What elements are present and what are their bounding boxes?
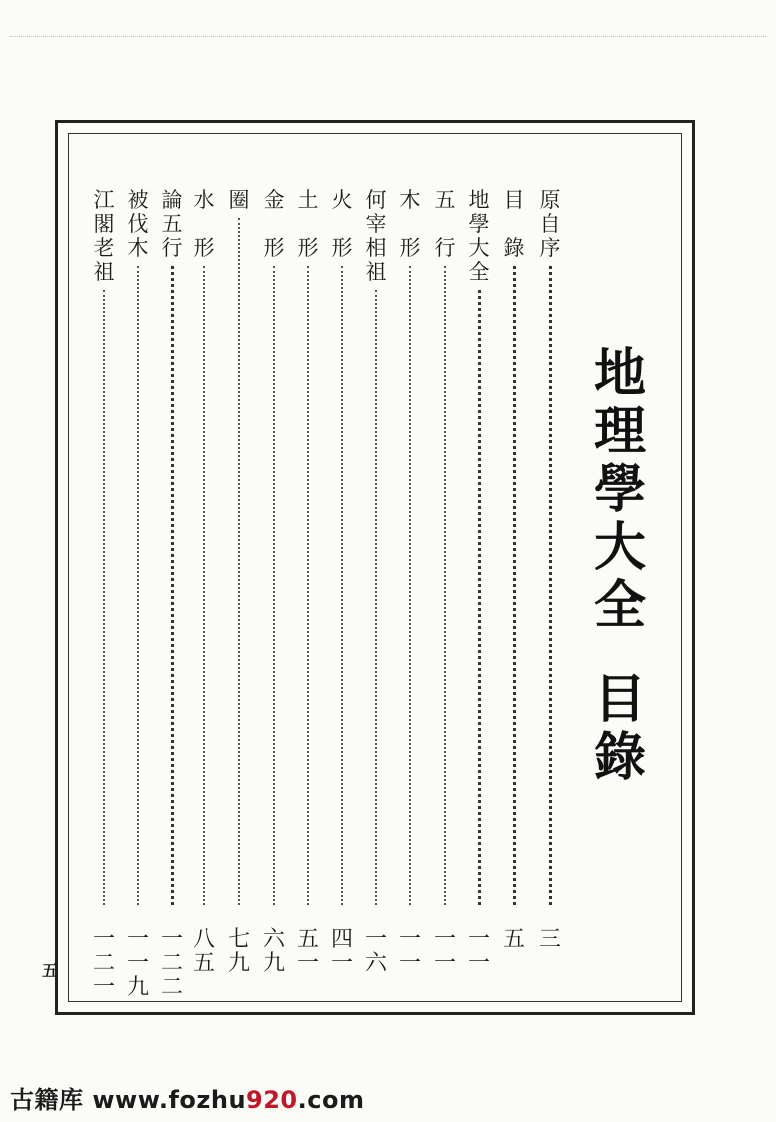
toc-entry-title: 原 自 序 [539, 188, 561, 260]
toc-leader-dots [103, 290, 105, 905]
toc-leader-dots [203, 266, 205, 905]
toc-page-number: 一 六 [364, 927, 387, 976]
title-char: 地 [593, 343, 646, 404]
toc-page-number: 一 一 [398, 927, 421, 976]
section-char: 錄 [593, 727, 646, 788]
watermark-accent: 920 [246, 1086, 298, 1114]
title-char: 學 [593, 459, 646, 520]
toc-entry-title: 圈 [228, 188, 250, 212]
toc-leader-dots [137, 266, 139, 905]
toc-leader-dots [238, 218, 240, 905]
toc-entry-title: 被 伐 木 [127, 188, 149, 260]
toc-page-number: 一 一 [433, 927, 456, 976]
folio-number: 五 [42, 961, 59, 980]
toc-page-number: 一 二 一 [92, 927, 115, 1000]
watermark-mid: fozhu [168, 1086, 247, 1114]
toc-leader-dots [444, 266, 446, 905]
section-char: 目 [593, 669, 646, 730]
toc-leader-dots [478, 290, 481, 905]
toc-entry-title: 論 五 行 [161, 188, 183, 260]
book-title [590, 345, 650, 787]
toc-page-number: 三 [538, 927, 561, 952]
title-char: 全 [593, 575, 646, 636]
toc-entry-title: 江 閣 老 祖 [93, 188, 115, 284]
watermark-suffix: .com [297, 1086, 365, 1114]
toc-page-number: 五 [502, 927, 525, 952]
title-char: 理 [593, 401, 646, 462]
watermark [10, 1080, 364, 1115]
toc-leader-dots [549, 266, 552, 905]
toc-page-number: 八 五 [192, 927, 215, 976]
toc-entry-title: 水 形 [193, 188, 215, 260]
toc-leader-dots [341, 266, 343, 905]
watermark-prefix: 古籍库 www. [10, 1086, 169, 1114]
scan-edge-line [10, 36, 766, 37]
toc-entry-title: 木 形 [399, 188, 421, 260]
title-char: 大 [593, 517, 646, 578]
toc-page-number: 一 一 [467, 927, 490, 976]
toc-leader-dots [307, 266, 309, 905]
toc-entry-title: 金 形 [263, 188, 285, 260]
toc-entry-title: 火 形 [331, 188, 353, 260]
toc-leader-dots [375, 290, 377, 905]
toc-page-number: 五 一 [296, 927, 319, 976]
toc-entry-title: 目 錄 [503, 188, 525, 260]
toc-page-number: 七 九 [227, 927, 250, 976]
toc-page-number: 一 一 九 [126, 927, 149, 1000]
toc-leader-dots [513, 266, 516, 905]
toc-leader-dots [171, 266, 174, 905]
toc-page-number: 四 一 [330, 927, 353, 976]
toc-entry-title: 土 形 [297, 188, 319, 260]
toc-leader-dots [409, 266, 411, 905]
toc-leader-dots [273, 266, 275, 905]
toc-page-number: 六 九 [262, 927, 285, 976]
toc-entry-title: 地 學 大 全 [468, 188, 490, 284]
toc-entry-title: 五 行 [434, 188, 456, 260]
toc-entry-title: 何 宰 相 祖 [365, 188, 387, 284]
toc-page-number: 一 二 二 [160, 927, 183, 1000]
